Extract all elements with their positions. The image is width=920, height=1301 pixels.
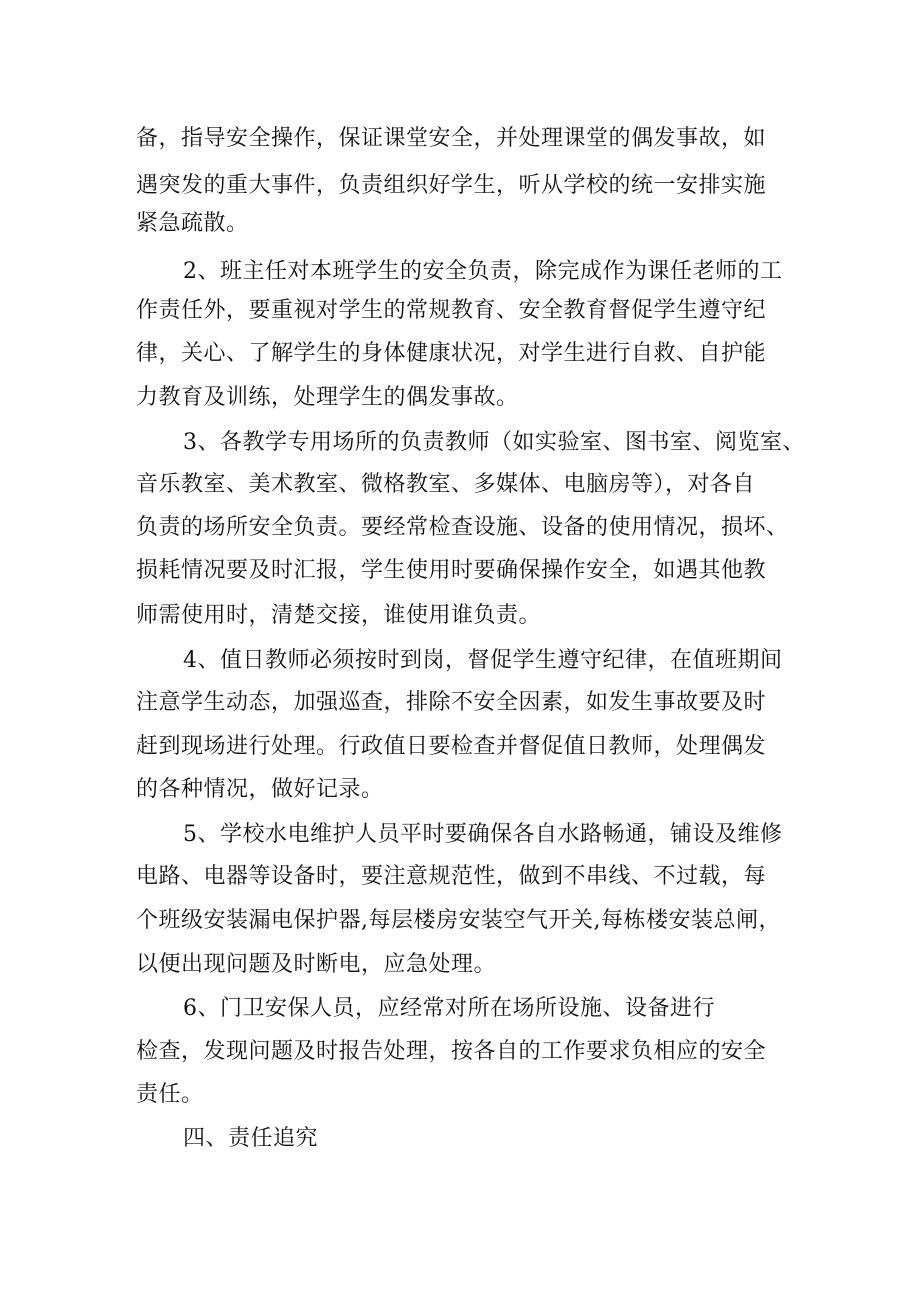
text-line: 电路、电器等设备时，要注意规范性，做到不串线、不过载，每	[136, 864, 767, 889]
text-line: 遇突发的重大事件，负责组织好学生，听从学校的统一安排实施	[136, 173, 767, 198]
section-heading: 四、责任追究	[183, 1126, 319, 1151]
text-line: 3、各教学专用场所的负责教师（如实验室、图书室、阅览室、	[183, 430, 805, 455]
text-line: 师需使用时，清楚交接，谁使用谁负责。	[136, 603, 542, 628]
text-line: 个班级安装漏电保护器,每层楼房安装空气开关,每栋楼安装总闸，	[136, 908, 781, 933]
text-line: 6、门卫安保人员，应经常对所在场所设施、设备进行	[183, 996, 715, 1021]
text-line: 损耗情况要及时汇报，学生使用时要确保操作安全，如遇其他教	[136, 558, 767, 583]
text-line: 的各种情况，做好记录。	[136, 777, 384, 802]
text-line: 2、班主任对本班学生的安全负责，除完成作为课任老师的工	[183, 259, 783, 284]
text-line: 负责的场所安全负责。要经常检查设施、设备的使用情况，损坏、	[136, 515, 789, 540]
text-line: 5、学校水电维护人员平时要确保各自水路畅通，铺设及维修	[183, 822, 783, 847]
text-line: 责任。	[136, 1082, 204, 1107]
text-line: 紧急疏散。	[136, 211, 249, 236]
text-line: 以便出现问题及时断电，应急处理。	[136, 952, 497, 977]
text-line: 4、值日教师必须按时到岗，督促学生遵守纪律，在值班期间	[183, 648, 783, 673]
text-line: 检查，发现问题及时报告处理，按各自的工作要求负相应的安全	[136, 1039, 767, 1064]
text-line: 备，指导安全操作，保证课堂安全，并处理课堂的偶发事故，如	[136, 126, 767, 151]
text-line: 律，关心、了解学生的身体健康状况，对学生进行自救、自护能	[136, 341, 767, 366]
text-line: 注意学生动态，加强巡查，排除不安全因素，如发生事故要及时	[136, 690, 767, 715]
text-line: 作责任外，要重视对学生的常规教育、安全教育督促学生遵守纪	[136, 298, 767, 323]
text-line: 力教育及训练，处理学生的偶发事故。	[136, 385, 519, 410]
text-line: 赶到现场进行处理。行政值日要检查并督促值日教师，处理偶发	[136, 734, 767, 759]
text-line: 音乐教室、美术教室、微格教室、多媒体、电脑房等），对各自	[136, 472, 756, 497]
